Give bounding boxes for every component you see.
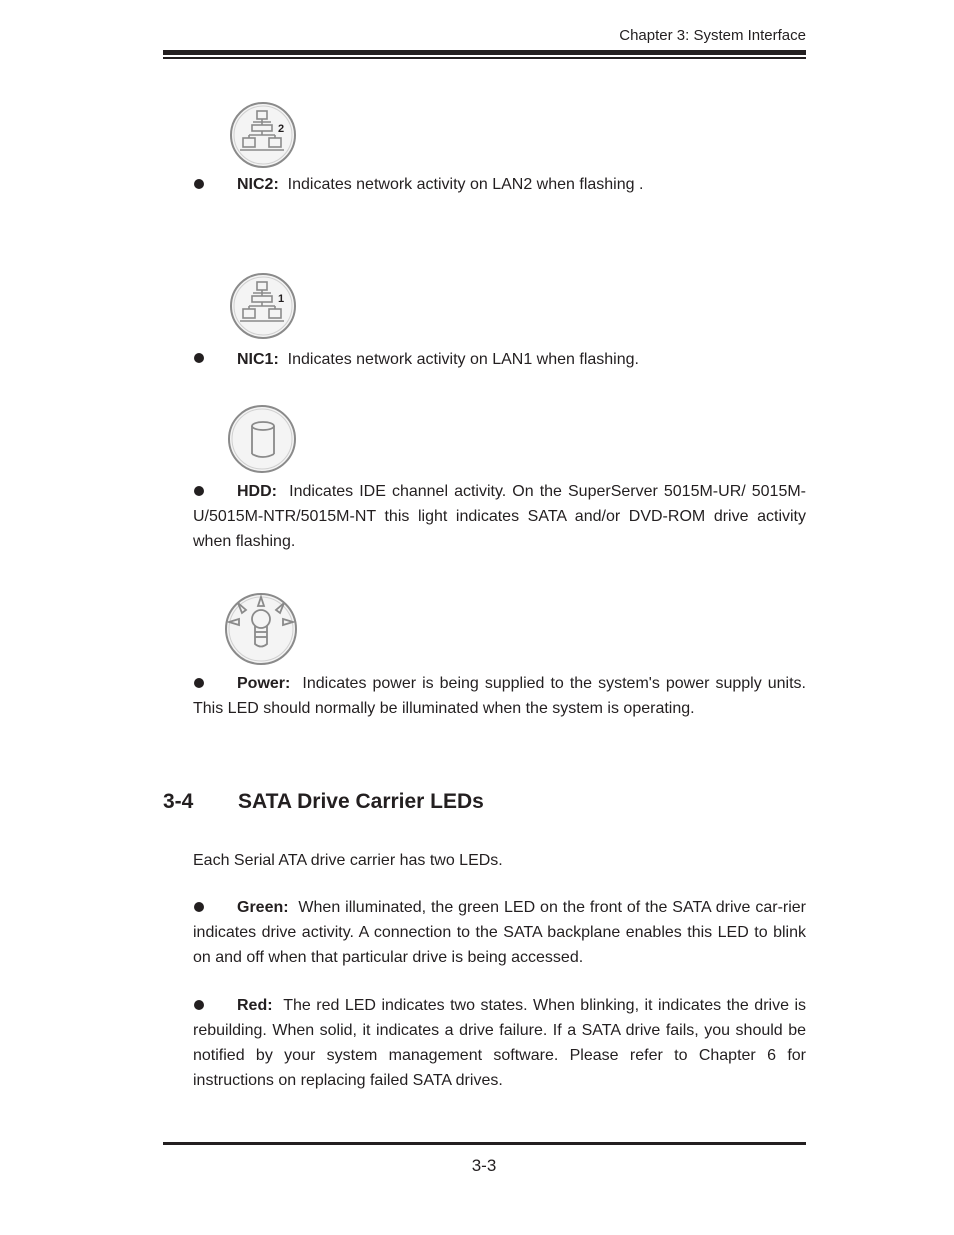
running-header: Chapter 3: System Interface [619,27,806,44]
nic2-network-icon [229,101,297,169]
green-label: Green: [237,899,289,916]
nic2-label: NIC2: [237,176,279,193]
nic2-description [193,172,806,197]
nic1-icon-number: 1 [278,293,285,305]
page-number: 3-3 [471,1156,497,1175]
red-label: Red: [237,997,273,1014]
power-lightbulb-icon [224,592,299,667]
hdd-text: Indicates IDE channel activity. On the SuperServer 5015M-UR/ 5015M-U/5015M-NTR/5015M-NT this light indicates SATA and/or DVD-ROM drive activity when flashing. [193,483,806,550]
power-label: Power: [237,675,291,692]
green-text: When illuminated, the green LED on the front of the SATA drive car-rier indicates drive activity. A connection to the SATA backplane enables this LED to blink on and off when that particular drive is being accessed. [193,899,807,966]
nic2-text: Indicates network activity on LAN2 when flashing . [287,176,644,193]
hdd-description [193,479,806,554]
hdd-icon [227,404,297,474]
nic1-text: Indicates network activity on LAN1 when flashing. [287,351,639,368]
nic2-icon-number: 2 [278,123,285,135]
section-title: SATA Drive Carrier LEDs [238,790,484,813]
section-number: 3-4 [163,790,194,813]
nic1-network-icon [229,272,297,340]
power-description [193,671,806,721]
power-text: Indicates power is being supplied to the system's power supply units. This LED should normally be illuminated when the system is operating. [193,675,806,717]
nic1-label: NIC1: [237,351,279,368]
header-rule-thick [163,50,806,55]
footer-rule [163,1142,806,1145]
section-heading [163,790,484,814]
nic1-description [193,347,806,372]
section-intro: Each Serial ATA drive carrier has two LEDs. [193,852,503,869]
hdd-label: HDD: [237,483,277,500]
green-led-description [193,895,806,970]
red-text: The red LED indicates two states. When blinking, it indicates the drive is rebuilding. When solid, it indicates a drive failure. If a SATA drive fails, you should be notified by your system management software. Please refer to Chapter 6 for instructions on replacing failed SATA drives. [193,997,806,1089]
red-led-description [193,993,806,1093]
header-rule-thin [163,57,806,59]
